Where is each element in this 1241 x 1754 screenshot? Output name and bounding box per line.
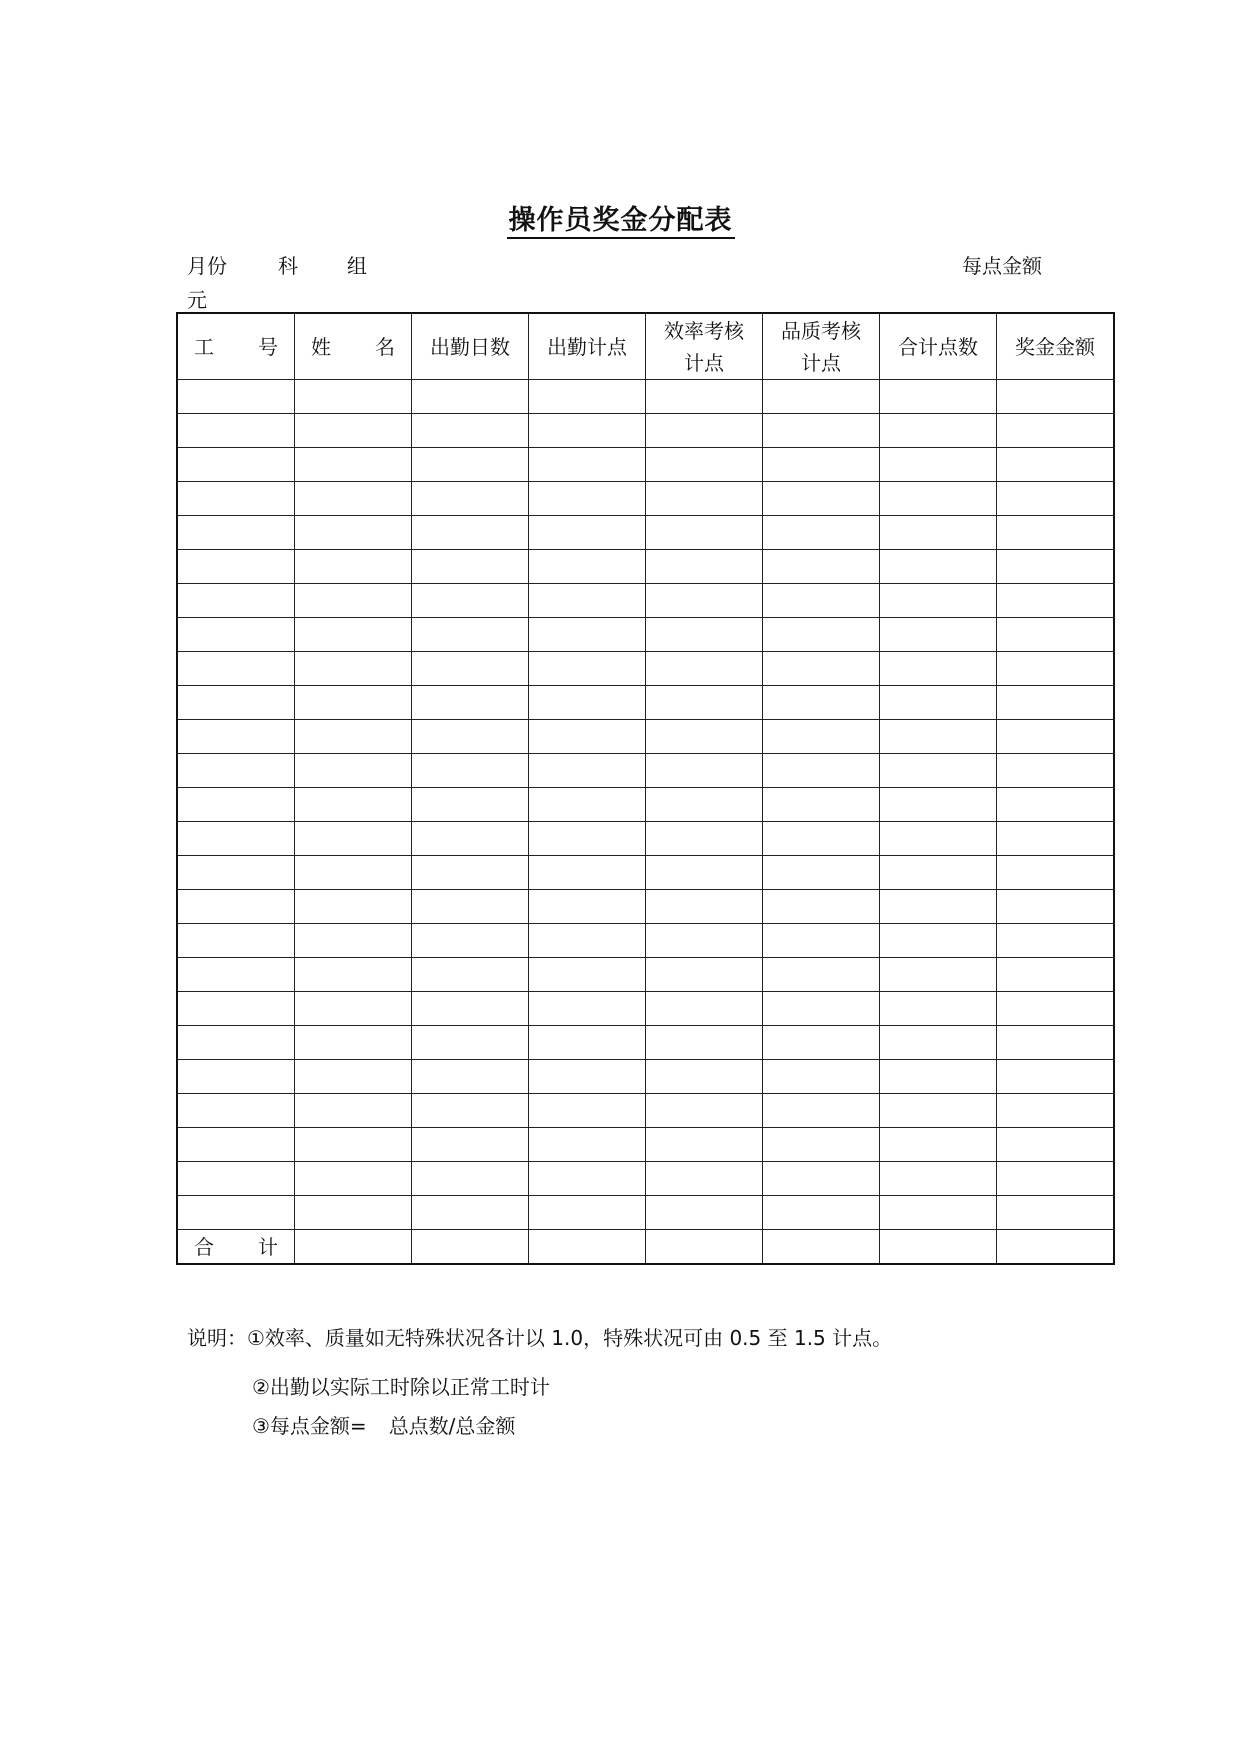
header-text: 工 <box>194 334 214 359</box>
table-row <box>177 482 1114 516</box>
table-cell[interactable] <box>295 516 412 550</box>
table-cell[interactable] <box>177 1026 295 1060</box>
table-cell[interactable] <box>880 992 997 1026</box>
table-cell[interactable] <box>646 584 763 618</box>
table-cell[interactable] <box>646 754 763 788</box>
table-cell[interactable] <box>763 720 880 754</box>
table-cell[interactable] <box>412 1128 529 1162</box>
table-cell[interactable] <box>529 958 646 992</box>
table-cell[interactable] <box>763 686 880 720</box>
table-cell[interactable] <box>997 924 1115 958</box>
table-cell[interactable] <box>529 1128 646 1162</box>
header-quality-points <box>763 313 880 380</box>
table-cell[interactable] <box>412 720 529 754</box>
table-cell[interactable] <box>763 890 880 924</box>
note-3-suffix: 总点数/总金额 <box>388 1414 516 1438</box>
table-cell[interactable] <box>529 890 646 924</box>
table-cell[interactable] <box>177 686 295 720</box>
table-cell[interactable] <box>412 958 529 992</box>
table-cell[interactable] <box>880 890 997 924</box>
table-cell[interactable] <box>880 448 997 482</box>
total-cell[interactable] <box>529 1230 646 1265</box>
table-cell[interactable] <box>880 380 997 414</box>
table-cell[interactable] <box>880 652 997 686</box>
table-cell[interactable] <box>997 414 1115 448</box>
table-cell[interactable] <box>646 1162 763 1196</box>
table-cell[interactable] <box>412 618 529 652</box>
table-cell[interactable] <box>177 788 295 822</box>
table-cell[interactable] <box>997 516 1115 550</box>
header-attendance-points: 出勤计点 <box>529 313 646 380</box>
table-total-row <box>177 1230 1114 1265</box>
table-cell[interactable] <box>412 686 529 720</box>
notes-label: 说明： <box>187 1326 247 1350</box>
total-cell[interactable] <box>295 1230 412 1265</box>
table-cell[interactable] <box>997 686 1115 720</box>
table-row <box>177 992 1114 1026</box>
point-amount-label: 每点金额 <box>962 254 1042 278</box>
table-cell[interactable] <box>880 1162 997 1196</box>
total-cell[interactable] <box>997 1230 1115 1265</box>
document-title <box>0 198 1241 237</box>
table-cell[interactable] <box>177 652 295 686</box>
table-cell[interactable] <box>763 1162 880 1196</box>
table-row <box>177 550 1114 584</box>
table-cell[interactable] <box>763 788 880 822</box>
table-cell[interactable] <box>295 1060 412 1094</box>
table-cell[interactable] <box>646 618 763 652</box>
header-line: 品质考核 <box>781 318 861 343</box>
table-cell[interactable] <box>763 1094 880 1128</box>
table-row <box>177 516 1114 550</box>
table-cell[interactable] <box>295 958 412 992</box>
table-cell[interactable] <box>880 618 997 652</box>
table-cell[interactable] <box>177 958 295 992</box>
table-cell[interactable] <box>646 1128 763 1162</box>
table-cell[interactable] <box>646 958 763 992</box>
table-cell[interactable] <box>295 924 412 958</box>
table-cell[interactable] <box>646 1094 763 1128</box>
header-text: 姓 <box>311 334 331 359</box>
table-cell[interactable] <box>295 550 412 584</box>
note-1 <box>187 1322 892 1351</box>
table-cell[interactable] <box>997 584 1115 618</box>
table-cell[interactable] <box>646 1196 763 1230</box>
table-cell[interactable] <box>997 618 1115 652</box>
table-row <box>177 890 1114 924</box>
table-cell[interactable] <box>646 448 763 482</box>
note-3 <box>252 1410 515 1439</box>
table-cell[interactable] <box>880 856 997 890</box>
table-cell[interactable] <box>880 550 997 584</box>
table-cell[interactable] <box>646 380 763 414</box>
table-cell[interactable] <box>997 856 1115 890</box>
table-cell[interactable] <box>295 1094 412 1128</box>
table-cell[interactable] <box>177 380 295 414</box>
table-cell[interactable] <box>177 992 295 1026</box>
table-cell[interactable] <box>295 788 412 822</box>
table-cell[interactable] <box>295 482 412 516</box>
table-cell[interactable] <box>412 414 529 448</box>
table-cell[interactable] <box>177 516 295 550</box>
table-cell[interactable] <box>412 1026 529 1060</box>
table-cell[interactable] <box>177 414 295 448</box>
table-cell[interactable] <box>997 720 1115 754</box>
table-cell[interactable] <box>412 822 529 856</box>
table-row <box>177 584 1114 618</box>
table-cell[interactable] <box>177 856 295 890</box>
table-cell[interactable] <box>529 618 646 652</box>
table-cell[interactable] <box>529 1060 646 1094</box>
table-cell[interactable] <box>646 890 763 924</box>
table-cell[interactable] <box>177 1094 295 1128</box>
header-line: 计点 <box>684 350 724 375</box>
total-cell[interactable] <box>646 1230 763 1265</box>
table-cell[interactable] <box>529 788 646 822</box>
table-cell[interactable] <box>997 1060 1115 1094</box>
table-cell[interactable] <box>529 516 646 550</box>
table-cell[interactable] <box>763 754 880 788</box>
table-cell[interactable] <box>295 890 412 924</box>
table-cell[interactable] <box>529 720 646 754</box>
table-row <box>177 652 1114 686</box>
table-cell[interactable] <box>646 924 763 958</box>
table-cell[interactable] <box>997 992 1115 1026</box>
total-cell[interactable] <box>763 1230 880 1265</box>
table-cell[interactable] <box>763 1026 880 1060</box>
table-cell[interactable] <box>529 448 646 482</box>
table-cell[interactable] <box>763 924 880 958</box>
department-label: 科 <box>278 254 298 278</box>
table-cell[interactable] <box>412 1162 529 1196</box>
table-cell[interactable] <box>997 788 1115 822</box>
table-cell[interactable] <box>763 584 880 618</box>
month-label: 月份 <box>187 254 227 278</box>
table-cell[interactable] <box>295 822 412 856</box>
table-cell[interactable] <box>412 652 529 686</box>
table-cell[interactable] <box>177 924 295 958</box>
table-cell[interactable] <box>529 482 646 516</box>
table-cell[interactable] <box>880 1196 997 1230</box>
total-cell[interactable] <box>880 1230 997 1265</box>
table-cell[interactable] <box>529 754 646 788</box>
table-cell[interactable] <box>412 516 529 550</box>
header-bonus-amount: 奖金金额 <box>997 313 1115 380</box>
table-cell[interactable] <box>880 516 997 550</box>
table-cell[interactable] <box>412 380 529 414</box>
table-cell[interactable] <box>295 686 412 720</box>
total-label-text: 合 <box>194 1234 214 1259</box>
table-cell[interactable] <box>295 448 412 482</box>
table-row <box>177 1128 1114 1162</box>
table-cell[interactable] <box>177 482 295 516</box>
table-cell[interactable] <box>997 652 1115 686</box>
table-cell[interactable] <box>177 890 295 924</box>
table-row <box>177 380 1114 414</box>
header-text: 号 <box>258 334 278 359</box>
table-cell[interactable] <box>529 1162 646 1196</box>
table-cell[interactable] <box>177 584 295 618</box>
total-label-cell <box>177 1230 295 1265</box>
table-cell[interactable] <box>763 1196 880 1230</box>
table-cell[interactable] <box>295 1196 412 1230</box>
table-cell[interactable] <box>763 448 880 482</box>
table-cell[interactable] <box>997 822 1115 856</box>
table-cell[interactable] <box>880 482 997 516</box>
table-cell[interactable] <box>412 890 529 924</box>
table-row <box>177 1026 1114 1060</box>
table-cell[interactable] <box>880 1060 997 1094</box>
table-row <box>177 686 1114 720</box>
table-cell[interactable] <box>412 1196 529 1230</box>
table-cell[interactable] <box>763 958 880 992</box>
note-2: ②出勤以实际工时除以正常工时计 <box>252 1375 550 1399</box>
table-cell[interactable] <box>763 516 880 550</box>
table-cell[interactable] <box>177 550 295 584</box>
table-cell[interactable] <box>295 618 412 652</box>
table-cell[interactable] <box>763 550 880 584</box>
table-cell[interactable] <box>529 1196 646 1230</box>
table-row <box>177 618 1114 652</box>
table-cell[interactable] <box>880 1128 997 1162</box>
table-cell[interactable] <box>529 924 646 958</box>
table-row <box>177 1196 1114 1230</box>
table-header-row <box>177 313 1114 380</box>
table-cell[interactable] <box>295 754 412 788</box>
header-employee-id <box>177 313 295 380</box>
table-cell[interactable] <box>997 448 1115 482</box>
note-3-prefix: ③每点金额= <box>252 1414 367 1438</box>
table-cell[interactable] <box>177 618 295 652</box>
table-cell[interactable] <box>763 652 880 686</box>
table-cell[interactable] <box>412 550 529 584</box>
table-cell[interactable] <box>880 414 997 448</box>
table-cell[interactable] <box>177 1196 295 1230</box>
table-row <box>177 856 1114 890</box>
table-cell[interactable] <box>997 1094 1115 1128</box>
table-cell[interactable] <box>646 652 763 686</box>
table-cell[interactable] <box>880 720 997 754</box>
table-cell[interactable] <box>295 652 412 686</box>
table-cell[interactable] <box>997 1162 1115 1196</box>
table-cell[interactable] <box>997 550 1115 584</box>
table-cell[interactable] <box>880 788 997 822</box>
table-cell[interactable] <box>646 414 763 448</box>
header-total-points: 合计点数 <box>880 313 997 380</box>
table-cell[interactable] <box>412 482 529 516</box>
total-cell[interactable] <box>412 1230 529 1265</box>
total-label-text: 计 <box>258 1234 278 1259</box>
table-cell[interactable] <box>646 550 763 584</box>
table-cell[interactable] <box>529 686 646 720</box>
table-row <box>177 822 1114 856</box>
table-cell[interactable] <box>412 1094 529 1128</box>
note-1-text: ①效率、质量如无特殊状况各计以 1.0，特殊状况可由 0.5 至 1.5 计点。 <box>247 1326 893 1350</box>
table-cell[interactable] <box>529 1094 646 1128</box>
table-cell[interactable] <box>529 822 646 856</box>
table-cell[interactable] <box>529 380 646 414</box>
table-cell[interactable] <box>763 1128 880 1162</box>
table-cell[interactable] <box>763 414 880 448</box>
table-cell[interactable] <box>997 754 1115 788</box>
header-efficiency-points <box>646 313 763 380</box>
table-row <box>177 788 1114 822</box>
currency-unit-label: 元 <box>187 288 207 312</box>
group-label: 组 <box>347 254 367 278</box>
table-cell[interactable] <box>646 856 763 890</box>
table-cell[interactable] <box>646 482 763 516</box>
table-cell[interactable] <box>177 754 295 788</box>
table-cell[interactable] <box>763 992 880 1026</box>
table-row <box>177 720 1114 754</box>
table-cell[interactable] <box>646 686 763 720</box>
table-cell[interactable] <box>529 414 646 448</box>
bonus-allocation-table <box>176 312 1115 1265</box>
header-text: 名 <box>375 334 395 359</box>
table-cell[interactable] <box>880 754 997 788</box>
table-cell[interactable] <box>880 1094 997 1128</box>
table-cell[interactable] <box>646 1060 763 1094</box>
table-cell[interactable] <box>880 958 997 992</box>
table-cell[interactable] <box>529 584 646 618</box>
table-cell[interactable] <box>646 822 763 856</box>
table-cell[interactable] <box>295 992 412 1026</box>
table-cell[interactable] <box>177 1060 295 1094</box>
table-row <box>177 1094 1114 1128</box>
table-row <box>177 414 1114 448</box>
table-cell[interactable] <box>295 1162 412 1196</box>
document-title-text: 操作员奖金分配表 <box>507 205 735 239</box>
table-cell[interactable] <box>880 686 997 720</box>
table-cell[interactable] <box>295 1128 412 1162</box>
table-row <box>177 958 1114 992</box>
table-cell[interactable] <box>763 1060 880 1094</box>
table-cell[interactable] <box>997 1026 1115 1060</box>
table-row <box>177 754 1114 788</box>
table-row <box>177 1162 1114 1196</box>
table-cell[interactable] <box>763 618 880 652</box>
table-cell[interactable] <box>412 924 529 958</box>
table-cell[interactable] <box>646 1026 763 1060</box>
table-cell[interactable] <box>295 584 412 618</box>
table-cell[interactable] <box>646 992 763 1026</box>
table-row <box>177 924 1114 958</box>
table-cell[interactable] <box>997 482 1115 516</box>
table-cell[interactable] <box>177 720 295 754</box>
table-cell[interactable] <box>295 1026 412 1060</box>
table-cell[interactable] <box>529 1026 646 1060</box>
table-cell[interactable] <box>763 482 880 516</box>
table-row <box>177 448 1114 482</box>
table-cell[interactable] <box>997 380 1115 414</box>
table-cell[interactable] <box>412 584 529 618</box>
table-cell[interactable] <box>177 822 295 856</box>
table-cell[interactable] <box>529 992 646 1026</box>
table-cell[interactable] <box>763 856 880 890</box>
table-cell[interactable] <box>646 720 763 754</box>
table-cell[interactable] <box>997 1128 1115 1162</box>
table-cell[interactable] <box>997 958 1115 992</box>
table-cell[interactable] <box>880 584 997 618</box>
table-cell[interactable] <box>880 822 997 856</box>
table-cell[interactable] <box>646 516 763 550</box>
table-cell[interactable] <box>412 448 529 482</box>
header-attendance-days: 出勤日数 <box>412 313 529 380</box>
table-cell[interactable] <box>177 1162 295 1196</box>
table-cell[interactable] <box>412 992 529 1026</box>
table-cell[interactable] <box>997 1196 1115 1230</box>
table-cell[interactable] <box>529 550 646 584</box>
table-cell[interactable] <box>412 856 529 890</box>
table-cell[interactable] <box>295 380 412 414</box>
table-cell[interactable] <box>997 890 1115 924</box>
table-cell[interactable] <box>295 856 412 890</box>
header-line: 效率考核 <box>664 318 744 343</box>
table-cell[interactable] <box>880 924 997 958</box>
table-cell[interactable] <box>295 720 412 754</box>
table-cell[interactable] <box>412 788 529 822</box>
table-cell[interactable] <box>177 1128 295 1162</box>
table-cell[interactable] <box>646 788 763 822</box>
table-cell[interactable] <box>880 1026 997 1060</box>
table-cell[interactable] <box>412 754 529 788</box>
table-cell[interactable] <box>177 448 295 482</box>
table-cell[interactable] <box>529 652 646 686</box>
table-cell[interactable] <box>295 414 412 448</box>
header-name <box>295 313 412 380</box>
header-line: 计点 <box>801 350 841 375</box>
table-row <box>177 1060 1114 1094</box>
table-cell[interactable] <box>412 1060 529 1094</box>
table-cell[interactable] <box>763 380 880 414</box>
table-cell[interactable] <box>763 822 880 856</box>
table-cell[interactable] <box>529 856 646 890</box>
